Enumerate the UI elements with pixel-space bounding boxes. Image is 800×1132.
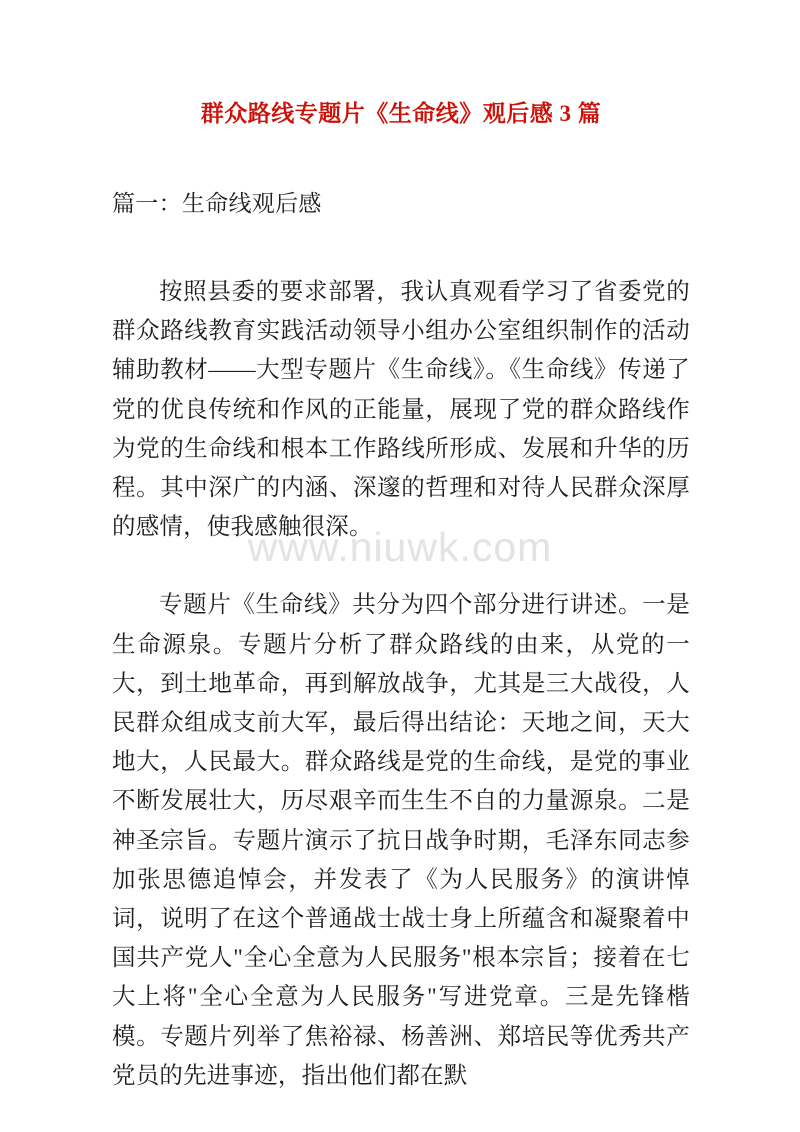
page-title: 群众路线专题片《生命线》观后感 3 篇 [200, 101, 602, 126]
site-watermark: www.niuwk.com [247, 524, 553, 570]
section-heading: 篇一：生命线观后感 [112, 191, 322, 216]
body-paragraph: 按照县委的要求部署，我认真观看学习了省委党的群众路线教育实践活动领导小组办公室组织制作的活动辅助教材——大型专题片《生命线》。《生命线》传递了党的优良传统和作风的正能量，展现了党的群众路线作为党的生命线和根本工作路线所形成、发展和升华的历程。其中深广的内涵、深邃的哲理和对待人民群众深厚的感情，使我感触很深。 [112, 279, 690, 541]
body-paragraph: 专题片《生命线》共分为四个部分进行讲述。一是生命源泉。专题片分析了群众路线的由来，从党的一大，到土地革命，再到解放战争，尤其是三大战役，人民群众组成支前大军，最后得出结论：天地之间，天大地大，人民最大。群众路线是党的生命线，是党的事业不断发展壮大，历尽艰辛而生生不自的力量源泉。二是神圣宗旨。专题片演示了抗日战争时期，毛泽东同志参加张思德追悼会，并发表了《为人民服务》的演讲悼词，说明了在这个普通战士战士身上所蕴含和凝聚着中国共产党人"全心全意为人民服务"根本宗旨；接着在七大上将"全心全意为人民服务"写进党章。三是先锋楷模。专题片列举了焦裕禄、杨善洲、郑培民等优秀共产党员的先进事迹，指出他们都在默 [112, 592, 690, 1089]
